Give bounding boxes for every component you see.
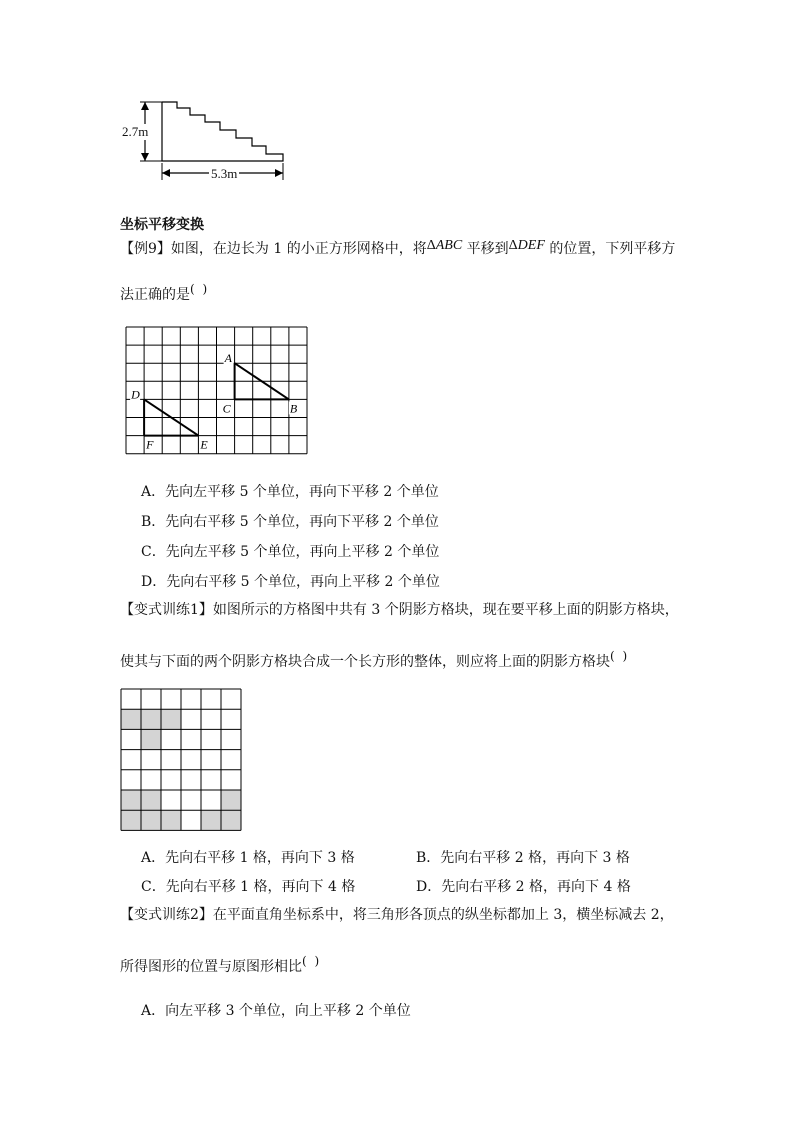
triangle-def: ΔDEF [508,238,545,253]
shaded-cell [141,729,161,749]
variant2-line2: 所得图形的位置与原图形相比( ) [120,954,322,975]
example9-option-a: A．先向左平移 5 个单位，再向下平移 2 个单位 [141,484,439,500]
shaded-cell [141,790,161,810]
section-title: 坐标平移变换 [120,217,204,233]
example9-option-c: C．先向左平移 5 个单位，再向上平移 2 个单位 [141,544,440,560]
vertex-label-c: C [222,401,231,416]
shaded-cell [141,709,161,729]
shaded-cell [121,790,141,810]
variant1-option-a: A．先向右平移 1 格，再向下 3 格 [141,850,355,866]
vertex-label-e: E [200,437,208,452]
shaded-cell [221,810,241,830]
answer-paren: ( ) [190,282,210,296]
shaded-cell [221,790,241,810]
example9-text-part1: 如图，在边长为 1 的小正方形网格中，将 [170,241,427,257]
variant1-tag: 【变式训练1】 [120,602,213,618]
variant1-option-b: B．先向右平移 2 格，再向下 3 格 [416,850,630,866]
example9-option-d: D．先向右平移 5 个单位，再向上平移 2 个单位 [141,574,440,590]
vertex-label-d: D [131,387,140,402]
example9-line2: 法正确的是( ) [120,282,210,303]
shaded-cell [121,709,141,729]
variant1-line2: 使其与下面的两个阴影方格块合成一个长方形的整体，则应将上面的阴影方格块( ) [120,649,630,670]
variant1-option-c: C．先向右平移 1 格，再向下 4 格 [141,879,356,895]
answer-paren: ( ) [302,954,322,968]
vertex-label-f: F [146,437,154,452]
example9-text-part3: 的位置，下列平移方 [549,241,676,257]
example9-tag: 【例9】 [120,241,171,257]
stairs-height-label: 2.7m [122,124,149,139]
variant1-line1: 【变式训练1】如图所示的方格图中共有 3 个阴影方格块，现在要平移上面的阴影方格块， [120,602,679,618]
answer-paren: ( ) [610,649,630,663]
example9-option-b: B．先向右平移 5 个单位，再向下平移 2 个单位 [141,514,439,530]
variant2-tag: 【变式训练2】 [120,907,213,923]
triangle-abc: ΔABC [426,238,463,253]
shaded-cell [141,810,161,830]
shaded-cell [121,810,141,830]
vertex-label-b: B [289,401,298,416]
variant1-option-d: D．先向右平移 2 格，再向下 4 格 [416,879,631,895]
shaded-cell [161,709,181,729]
shaded-cell [201,810,221,830]
variant2-line1: 【变式训练2】在平面直角坐标系中，将三角形各顶点的纵坐标都加上 3，横坐标减去 2， [120,907,674,923]
vertex-label-a: A [224,351,232,366]
example9-text-part2: 平移到 [466,241,509,257]
stairs-width-label: 5.3m [211,166,238,181]
variant2-option-a: A．向左平移 3 个单位，向上平移 2 个单位 [141,1003,411,1019]
shaded-cell [161,810,181,830]
